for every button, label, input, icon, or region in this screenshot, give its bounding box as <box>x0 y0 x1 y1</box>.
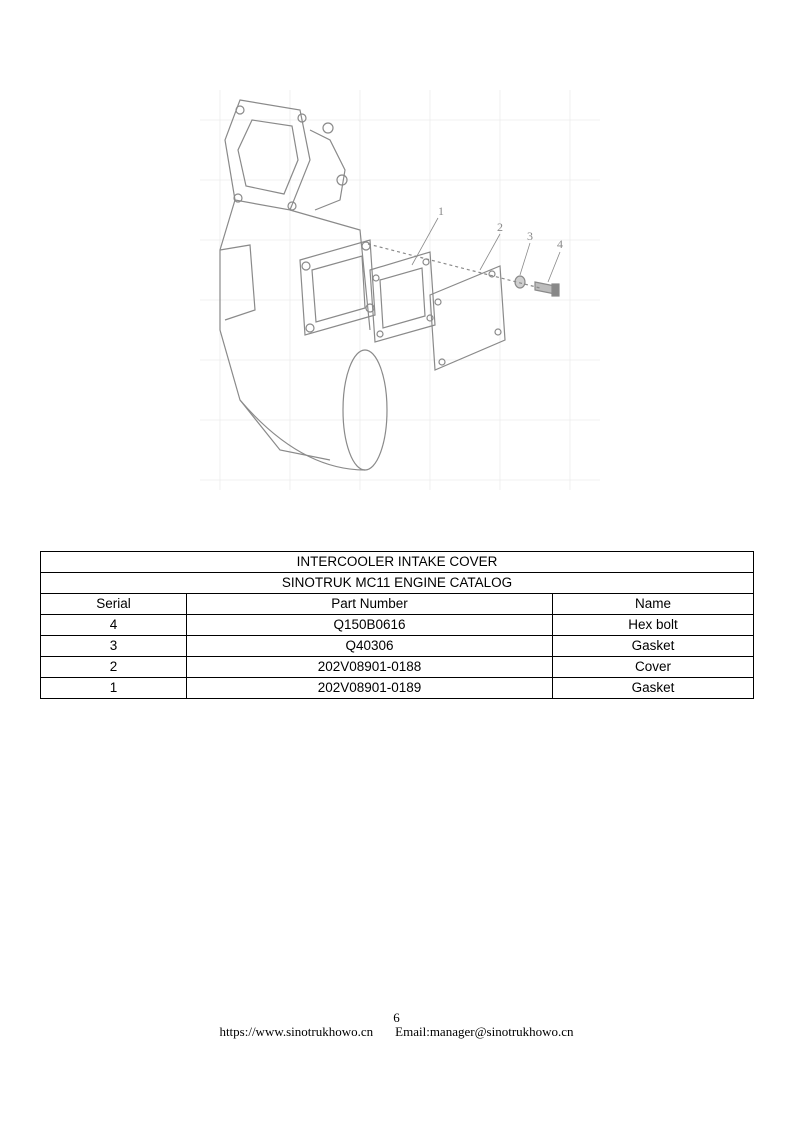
cell-name: Cover <box>553 657 754 678</box>
footer-website: https://www.sinotrukhowo.cn <box>219 1024 374 1039</box>
cell-serial: 4 <box>41 615 187 636</box>
washer-part-3 <box>515 276 525 288</box>
exploded-parts-diagram <box>180 80 610 500</box>
cell-part-number: Q150B0616 <box>187 615 553 636</box>
parts-table <box>40 551 754 699</box>
table-header-row <box>41 594 754 615</box>
intercooler-housing <box>220 100 387 470</box>
mounting-flange <box>300 240 375 335</box>
footer-contact <box>0 1024 793 1040</box>
cell-part-number: Q40306 <box>187 636 553 657</box>
cell-serial: 1 <box>41 678 187 699</box>
hex-bolt-part-4 <box>535 282 559 296</box>
cell-name: Hex bolt <box>553 615 754 636</box>
header-serial: Serial <box>41 594 187 615</box>
header-part-number: Part Number <box>187 594 553 615</box>
cell-part-number: 202V08901-0189 <box>187 678 553 699</box>
page-number: 6 <box>393 1010 400 1025</box>
cell-name: Gasket <box>553 678 754 699</box>
cell-name: Gasket <box>553 636 754 657</box>
footer-email: Email:manager@sinotrukhowo.cn <box>395 1024 574 1039</box>
cell-serial: 3 <box>41 636 187 657</box>
callout-3: 3 <box>527 229 533 243</box>
callout-2: 2 <box>497 220 503 234</box>
table-row <box>41 678 754 699</box>
callout-4: 4 <box>557 237 563 251</box>
table-subtitle: SINOTRUK MC11 ENGINE CATALOG <box>41 573 754 594</box>
cover-part-2 <box>430 266 505 370</box>
header-name: Name <box>553 594 754 615</box>
cell-serial: 2 <box>41 657 187 678</box>
table-row <box>41 657 754 678</box>
cell-part-number: 202V08901-0188 <box>187 657 553 678</box>
table-title: INTERCOOLER INTAKE COVER <box>41 552 754 573</box>
callout-1: 1 <box>438 204 444 218</box>
gasket-part-1 <box>370 252 435 342</box>
table-row <box>41 636 754 657</box>
table-row <box>41 615 754 636</box>
